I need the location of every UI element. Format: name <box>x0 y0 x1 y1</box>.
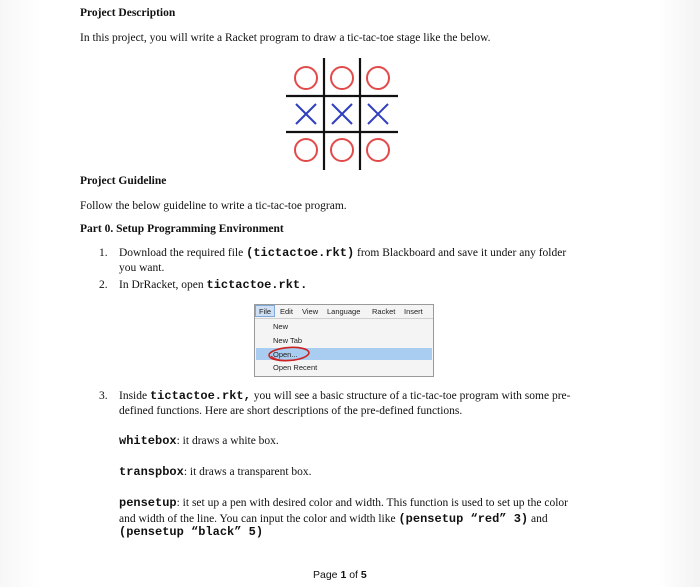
project-guideline-heading: Project Guideline <box>80 175 167 187</box>
o-mark <box>295 67 317 89</box>
menu-language[interactable]: Language <box>327 307 361 316</box>
step2-line <box>119 278 307 292</box>
step1-filename: tictactoe.rkt <box>253 246 347 260</box>
menu-item-open-recent[interactable]: Open Recent <box>273 363 318 372</box>
x-mark <box>368 104 388 124</box>
project-description-intro: In this project, you will write a Racket program to draw a tic-tac-toe stage like the below. <box>80 32 491 44</box>
step2-number: 2. <box>99 279 108 291</box>
step2-text: In DrRacket, open <box>119 279 207 291</box>
transpbox-description <box>119 465 312 479</box>
part0-heading: Part 0. Setup Programming Environment <box>80 223 284 235</box>
board-marks <box>295 67 389 161</box>
menu-racket[interactable]: Racket <box>372 307 396 316</box>
pensetup-line2-text: and width of the line. You can input the color and width like <box>119 513 399 525</box>
transpbox-desc: : it draws a transparent box. <box>183 466 312 478</box>
pensetup-name: pensetup <box>119 496 177 510</box>
step1-number: 1. <box>99 247 108 259</box>
pensetup-line2-end: and <box>528 513 548 525</box>
step3-line1 <box>119 389 570 403</box>
x-mark <box>296 104 316 124</box>
transpbox-name: transpbox <box>119 465 184 479</box>
pensetup-line1 <box>119 496 568 510</box>
pensetup-line2 <box>119 512 548 526</box>
page-label: Page <box>313 569 341 581</box>
step3-number: 3. <box>99 390 108 402</box>
tic-tac-toe-board <box>286 58 398 170</box>
menu-item-open[interactable]: Open... <box>273 350 298 359</box>
page-total: 5 <box>360 569 367 581</box>
drracket-file-menu <box>254 304 434 377</box>
x-mark <box>332 104 352 124</box>
o-mark <box>331 139 353 161</box>
step1-text-end: from Blackboard and save it under any folder <box>354 247 567 259</box>
o-mark <box>331 67 353 89</box>
menu-view[interactable]: View <box>302 307 319 316</box>
step3-line2: defined functions. Here are short descriptions of the pre-defined functions. <box>119 405 463 417</box>
o-mark <box>367 67 389 89</box>
step3-text-end: you will see a basic structure of a tic-tac-toe program with some pre- <box>250 390 571 402</box>
whitebox-name: whitebox <box>119 434 177 448</box>
menu-edit[interactable]: Edit <box>280 307 293 316</box>
whitebox-description <box>119 434 279 448</box>
page-current: 1 <box>340 569 347 581</box>
step2-filename: tictactoe.rkt. <box>206 278 308 292</box>
o-mark <box>295 139 317 161</box>
menu-bar <box>255 305 433 319</box>
step1-line2: you want. <box>119 262 165 274</box>
o-mark <box>367 139 389 161</box>
pensetup-example-red: (pensetup “red” 3) <box>398 512 529 526</box>
hand-drawn-circle <box>265 345 315 363</box>
project-guideline-intro: Follow the below guideline to write a tic-tac-toe program. <box>80 200 347 212</box>
step1-paren-close: ) <box>346 246 355 260</box>
step3-filename: tictactoe.rkt, <box>149 389 251 403</box>
project-description-heading: Project Description <box>80 7 176 19</box>
step1-paren-open: ( <box>246 246 254 260</box>
page-number <box>313 569 367 581</box>
step1-text: Download the required file <box>119 247 247 259</box>
pensetup-example-black: (pensetup “black” 5) <box>119 525 264 539</box>
menu-item-new[interactable]: New <box>273 322 289 331</box>
whitebox-desc: : it draws a white box. <box>176 435 279 447</box>
menu-file[interactable]: File <box>255 305 275 317</box>
step3-text: Inside <box>119 390 150 402</box>
pensetup-desc: : it set up a pen with desired color and width. This function is used to set up the color <box>176 497 568 509</box>
menu-item-new-tab[interactable]: New Tab <box>273 336 303 345</box>
page-of-label: of <box>346 569 361 581</box>
step1-line1 <box>119 246 566 260</box>
menu-insert[interactable]: Insert <box>404 307 423 316</box>
pensetup-line3 <box>119 525 263 539</box>
